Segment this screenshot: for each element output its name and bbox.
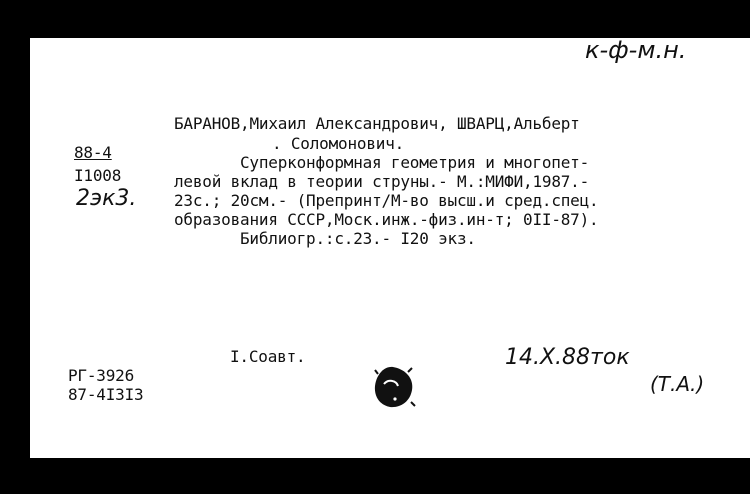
punch-hole-blot <box>370 364 416 410</box>
top-border <box>0 0 750 18</box>
heading-line-2: . Соломонович. <box>272 134 405 153</box>
handwritten-number: 2эк3. <box>76 186 137 211</box>
body-line-4: образования СССР,Моск.инж.-физ.ин-т; 0II-87). <box>174 210 599 229</box>
tracing: I.Соавт. <box>230 347 306 366</box>
corner-note: к-ф-м.н. <box>585 36 687 64</box>
body-line-5: Библиогр.:с.23.- I20 экз. <box>240 229 476 248</box>
heading-line-1: БАРАНОВ,Михаил Александрович, ШВАРЦ,Альберт <box>174 114 580 133</box>
body-line-1: Суперконформная геометрия и многопет- <box>240 153 590 172</box>
body-line-3: 23с.; 20см.- (Препринт/М-во высш.и сред.спец. <box>174 191 599 210</box>
card-number: 87-4I3I3 <box>68 385 144 404</box>
body-line-2: левой вклад в теории струны.- М.:МИФИ,1987.- <box>174 172 590 191</box>
rg-number: РГ-3926 <box>68 366 135 385</box>
initials-note: (Т.А.) <box>650 372 705 396</box>
accession-number: I1008 <box>74 166 122 185</box>
shelfmark: 88-4 <box>74 143 112 162</box>
date-note: 14.Х.88ток <box>505 345 630 370</box>
